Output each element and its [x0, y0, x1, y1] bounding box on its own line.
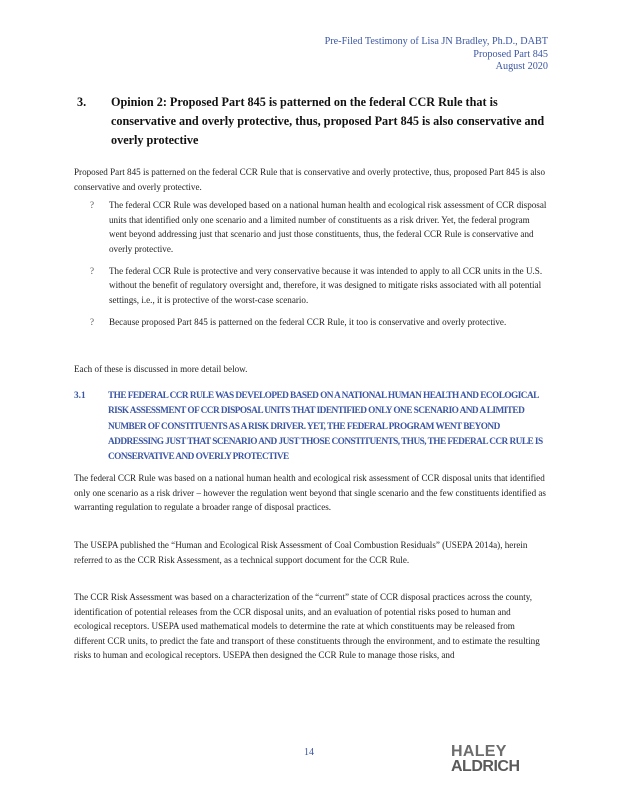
header-line-part: Proposed Part 845 [473, 48, 548, 60]
logo-line-2: ALDRICH [451, 757, 520, 775]
logo-line-1: HALEY [451, 743, 507, 760]
list-item [74, 315, 548, 330]
opinion-title: Opinion 2: Proposed Part 845 is patterned on the federal CCR Rule that is conservative and overly protective, thus, proposed Part 845 is also conservative and overly protective [111, 95, 545, 147]
paragraph-usepa-publication: The USEPA published the “Human and Ecological Risk Assessment of Coal Combustion Residuals” (USEPA 2014a), herein referred to as the CCR Risk Assessment, as a technical support document for the CCR Rule. [74, 540, 528, 565]
section-heading [74, 389, 548, 465]
section-title: THE FEDERAL CCR RULE WAS DEVELOPED BASED ON A NATIONAL HUMAN HEALTH AND ECOLOGICAL RISK ASSESSMENT OF CCR DISPOSAL UNITS THAT IDENTIFIED ONLY ONE SCENARIO AND A LIMITED NUMBER OF CONSTITUENTS AS A RISK DRIVER. YET, THE FEDERAL PROGRAM WENT BEYOND ADDRESSING JUST THAT SCENARIO AND JUST THOSE CONSTITUENTS, THUS, THE FEDERAL CCR RULE IS CONSERVATIVE AND OVERLY PROTECTIVE [108, 391, 543, 463]
header-line-date: August 2020 [495, 61, 548, 72]
section-number: 3.1 [74, 391, 86, 401]
bullet-text: The federal CCR Rule was developed based on a national human health and ecological risk assessment of CCR disposal units that identified only one scenario and a limited number of constituents as a risk driver. Yet, the federal program went beyond addressing just that scenario and just those constituents, thus, the federal CCR Rule is conservative and overly protective. [109, 200, 547, 254]
intro-paragraph: Proposed Part 845 is patterned on the federal CCR Rule that is conservative and overly protective, thus, proposed Part 845 is also conservative and overly protective. [74, 167, 546, 192]
running-header [248, 36, 548, 74]
bullet-list [74, 198, 548, 337]
header-line-testimony: Pre-Filed Testimony of Lisa JN Bradley, Ph.D., DABT [324, 36, 548, 47]
haley-aldrich-logo [451, 745, 520, 774]
bullet-marker: ? [90, 265, 95, 276]
opinion-heading [77, 93, 547, 150]
paragraph-ccr-risk-assessment: The CCR Risk Assessment was based on a characterization of the “current” state of CCR disposal practices across the county, identification of potential releases from the CCR disposal units, and an evaluation of potential risks posed to human and ecological receptors. USEPA used mathematical models to determine the rate at which constituents may be released from different CCR units, to predict the fate and transport of these constituents through the environment, and to estimate the resulting risks to human and ecological receptors. USEPA then designed the CCR Rule to manage those risks, and [74, 592, 540, 660]
bullet-text: The federal CCR Rule is protective and very conservative because it was intended to apply to all CCR units in the U.S. without the benefit of regulatory oversight and, therefore, it was designed to mitigate risks associated with all potential settings, i.e., it is protective of the worst-case scenario. [109, 265, 543, 305]
bullet-marker: ? [90, 200, 95, 210]
discussed-paragraph: Each of these is discussed in more detail below. [74, 364, 248, 374]
paragraph-risk-assessment: The federal CCR Rule was based on a national human health and ecological risk assessment of CCR disposal units that identified only one scenario as a risk driver – however the regulation went beyond that single scenario and the few constituents identified as warranting regulation to regulate a broader range of disposal practices. [74, 473, 546, 512]
bullet-text: Because proposed Part 845 is patterned on the federal CCR Rule, it too is conservative and overly protective. [109, 316, 507, 327]
page-number: 14 [304, 747, 314, 758]
bullet-marker: ? [90, 316, 95, 327]
list-item [74, 264, 548, 308]
list-item [74, 198, 548, 256]
opinion-number: 3. [77, 95, 87, 109]
